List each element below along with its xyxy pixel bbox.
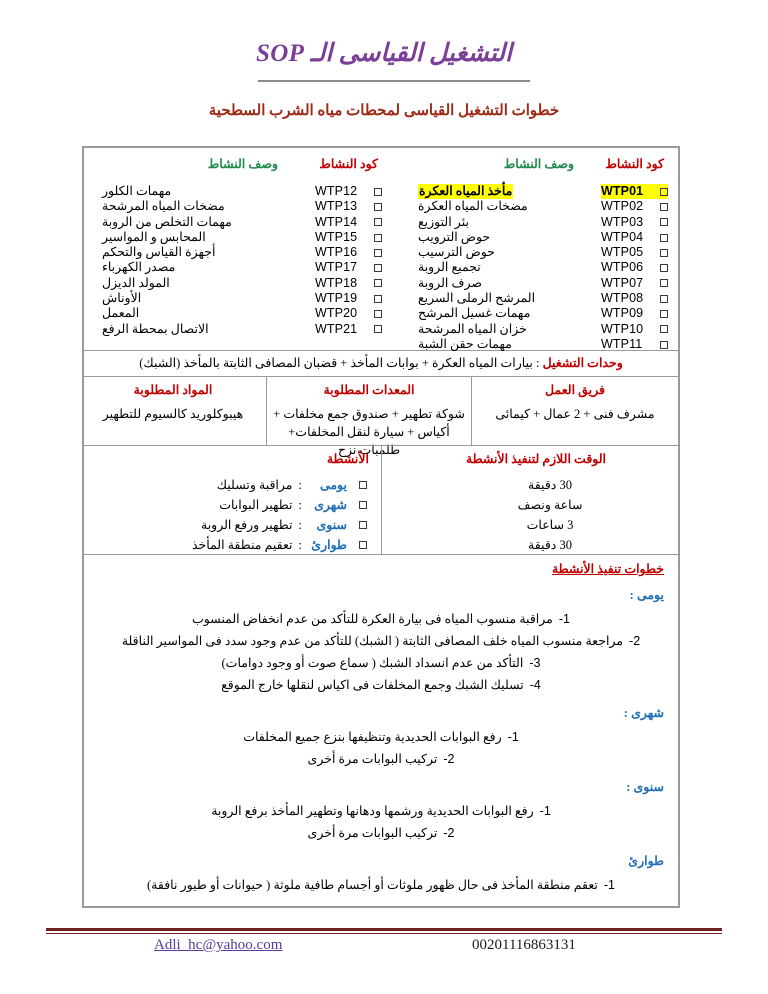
checkbox-icon[interactable] [374,234,382,242]
activity-description-row: أجهزة القياس والتحكم [102,245,216,260]
activity-description-row: مصدر الكهرباء [102,260,176,275]
code-row[interactable] [601,260,668,275]
code-row[interactable] [315,215,382,230]
desc-list-right [418,184,578,352]
step-text: مراقبة منسوب المياه فى بيارة العكرة للتأكد من عدم انخفاض المنسوب [191,612,553,626]
materials-body: هيبوكلوريد كالسيوم للتطهير [102,407,244,421]
activity-code: WTP09 [601,306,644,321]
footer-rule-thick [46,928,722,931]
activity-period-label: شهرى [314,498,347,512]
code-row[interactable] [601,276,668,291]
activity-description-row: مهمات حقن الشبة [418,336,512,351]
execution-steps-title: خطوات تنفيذ الأنشطة [551,562,664,576]
checkbox-icon[interactable] [660,203,668,211]
step-number: 4- [529,678,541,692]
time-cell [382,446,678,554]
steps-period-heading: يومى : [629,588,664,602]
desc-list-left [102,184,282,337]
activity-period-desc: مراقبة وتسليك [216,478,293,492]
activity-period-label: يومى [319,478,347,492]
team-heading: فريق العمل [545,383,605,397]
time-heading: الوقت اللازم لتنفيذ الأنشطة [465,452,607,466]
activity-description-row: حوض الترسيب [418,245,495,260]
footer-email-link[interactable]: Adli_hc@yahoo.com [154,937,283,953]
steps-period-heading: شهرى : [623,706,664,720]
activity-code: WTP03 [601,214,644,229]
checkbox-icon[interactable] [374,188,382,196]
code-row[interactable] [601,199,668,214]
code-row[interactable] [315,276,382,291]
activity-code: WTP02 [601,199,644,214]
activities-list [80,475,381,555]
activity-item[interactable] [80,495,381,515]
operating-units-row [84,350,678,376]
code-row[interactable] [601,230,668,245]
activity-code: WTP14 [315,214,358,229]
code-row[interactable] [601,337,668,352]
activity-code: WTP04 [601,229,644,244]
activity-code: WTP20 [315,306,358,321]
checkbox-icon[interactable] [374,295,382,303]
code-row[interactable] [315,260,382,275]
activity-description-row: حوض الترويب [418,229,491,244]
code-row[interactable] [601,306,668,321]
steps-period-heading: سنوى : [626,780,664,794]
step-line [98,874,664,896]
activity-period-label: سنوى [316,518,347,532]
activities-cell [80,446,382,554]
step-line [98,608,664,630]
code-list-right [601,184,668,352]
code-row[interactable] [601,245,668,260]
checkbox-icon[interactable] [660,279,668,287]
code-row[interactable] [315,306,382,321]
activity-code: WTP16 [315,245,358,260]
activity-code: WTP08 [601,291,644,306]
page-title: التشغيل القياسى الـ SOP [256,40,512,67]
checkbox-icon[interactable] [374,325,382,333]
activity-code: WTP01 [601,184,644,198]
activity-description-row: المحابس و المواسير [102,229,206,244]
activity-description-row: تجميع الروبة [418,260,481,275]
activity-code: WTP12 [315,184,358,198]
materials-cell [80,377,267,445]
activity-code: WTP07 [601,275,644,290]
activity-description-row: صرف الروبة [418,275,482,290]
equipment-line-2: أكياس + سيارة لنقل المخلفات+ طلمبات نزح [288,425,450,457]
step-text: التأكد من عدم انسداد الشبك ( سماع صوت أو وجود دوامات) [221,656,524,670]
equipment-line-1: شوكة تطهير + صندوق جمع مخلفات + [273,407,465,421]
checkbox-icon[interactable] [660,325,668,333]
activity-description-row: مضخات المياه المرشحة [102,199,225,214]
activity-code: WTP05 [601,245,644,260]
footer [46,933,722,965]
code-row[interactable] [315,245,382,260]
step-line [98,726,664,748]
activity-description-row: مضخات المياه العكرة [418,199,528,214]
activity-duration: 30 دقيقة [528,538,572,552]
sop-table [82,146,680,908]
code-row[interactable] [315,322,382,337]
activity-colon: : [298,498,302,512]
checkbox-icon[interactable] [359,481,367,489]
activity-code: WTP13 [315,199,358,214]
checkbox-icon[interactable] [359,521,367,529]
step-number: 1- [558,612,570,626]
equipment-cell [267,377,472,457]
activity-description-row: مهمات التخلص من الروبة [102,214,232,229]
activity-period-desc: تطهير ورفع الروبة [201,518,293,532]
team-body: مشرف فنى + 2 عمال + كيمائى [495,407,655,421]
activity-description-row: المرشح الرملى السريع [418,291,536,306]
activity-colon: : [298,518,302,532]
activity-code: WTP15 [315,229,358,244]
step-line [98,674,664,696]
checkbox-icon[interactable] [660,341,668,349]
activity-item[interactable] [80,515,381,535]
team-cell [472,377,678,445]
checkbox-icon[interactable] [374,249,382,257]
steps-groups [98,587,664,896]
step-number: 1- [507,730,519,744]
activity-description-row: الاتصال بمحطة الرفع [102,321,209,336]
step-text: رفع البوابات الحديدية وتنظيفها بنزع جميع المخلفات [243,730,502,744]
activity-item[interactable] [80,535,381,555]
time-list [382,475,678,555]
code-list-left [315,184,382,337]
activity-period-desc: تطهير البوابات [219,498,293,512]
activity-code: WTP21 [315,321,358,336]
step-number: 2- [443,752,455,766]
step-text: مراجعة منسوب المياه خلف المصافى الثابتة ( الشبك) للتأكد من عدم وجود سدد فى المواسير الناقلة [121,634,624,648]
column-header-desc-right: وصف النشاط [503,157,574,171]
steps-period-heading: طوارئ [628,854,664,868]
step-text: تركيب البوابات مرة أخرى [307,752,438,766]
activity-description-row: الأوناش [102,291,142,306]
activity-period-label: طوارئ [311,538,347,552]
step-number: 1- [539,804,551,818]
step-text: تسليك الشبك وجمع المخلفات فى اكياس لنقلها خارج الموقع [221,678,524,692]
code-row[interactable] [601,291,668,306]
code-row[interactable] [601,215,668,230]
checkbox-icon[interactable] [374,264,382,272]
step-number: 2- [443,826,455,840]
activity-colon: : [298,478,302,492]
code-row[interactable] [315,184,382,199]
step-number: 1- [603,878,615,892]
checkbox-icon[interactable] [660,295,668,303]
step-text: تعقم منطقة المأخذ فى حال ظهور ملوثات أو أجسام طافية ملوثة ( حيوانات أو طيور نافقة) [147,878,598,892]
activity-codes-section [84,148,678,350]
activity-description-row: المعمل [102,306,140,321]
code-row[interactable] [601,184,668,199]
activity-code: WTP10 [601,321,644,336]
checkbox-icon[interactable] [374,310,382,318]
step-line [98,748,664,770]
checkbox-icon[interactable] [660,310,668,318]
step-text: تركيب البوابات مرة أخرى [307,826,438,840]
activity-duration: 3 ساعات [526,518,574,532]
code-row[interactable] [315,230,382,245]
activity-code: WTP19 [315,291,358,306]
activity-description-row: مهمات الكلور [102,184,172,198]
execution-steps-section [84,554,678,906]
footer-phone: 00201116863131 [472,937,576,953]
code-row[interactable] [315,291,382,306]
checkbox-icon[interactable] [374,218,382,226]
step-text: رفع البوابات الحديدية ورشمها ودهانها وتطهير المأخذ برفع الروبة [211,804,534,818]
activity-description-row [418,184,578,199]
materials-heading: المواد المطلوبة [133,383,213,397]
step-line [98,630,664,652]
operating-units-value: : بيارات المياه العكرة + بوابات المأخذ + قضبان المصافى الثابتة بالمأخذ (الشبك) [139,356,540,370]
activity-duration: 30 دقيقة [528,478,572,492]
activity-code: WTP11 [601,336,643,351]
column-header-desc-left: وصف النشاط [207,157,278,171]
checkbox-icon[interactable] [359,541,367,549]
checkbox-icon[interactable] [660,234,668,242]
activity-code: WTP17 [315,260,358,275]
activities-heading: الأنشطة [326,452,369,466]
step-line [98,800,664,822]
title-divider [258,80,530,82]
checkbox-icon[interactable] [374,279,382,287]
column-header-code-left: كود النشاط [319,157,378,171]
checkbox-icon[interactable] [660,264,668,272]
activity-description-row: خزان المياه المرشحة [418,321,527,336]
checkbox-icon[interactable] [374,203,382,211]
activity-duration: ساعة ونصف [517,498,583,512]
checkbox-icon[interactable] [359,501,367,509]
operating-units-label: وحدات التشغيل [542,356,623,370]
activities-row [84,445,678,554]
checkbox-icon[interactable] [660,249,668,257]
checkbox-icon[interactable] [660,188,668,196]
activity-description: مأخذ المياه العكرة [419,184,513,198]
column-header-code-right: كود النشاط [605,157,664,171]
activity-description-row: بئر التوزيع [418,214,469,229]
activity-period-desc: تعقيم منطقة المأخذ [191,538,293,552]
code-row[interactable] [315,199,382,214]
equipment-heading: المعدات المطلوبة [323,383,415,397]
activity-code: WTP06 [601,260,644,275]
activity-item[interactable] [80,475,381,495]
checkbox-icon[interactable] [660,218,668,226]
step-number: 2- [629,634,641,648]
step-number: 3- [529,656,541,670]
activity-code: WTP18 [315,275,358,290]
page-subtitle: خطوات التشغيل القياسى لمحطات مياه الشرب السطحية [208,103,560,119]
activity-description-row: المولد الديزل [102,275,170,290]
resources-row [84,376,678,457]
activity-description-row: مهمات غسيل المرشح [418,306,531,321]
step-line [98,652,664,674]
code-row[interactable] [601,322,668,337]
step-line [98,822,664,844]
activity-colon: : [298,538,302,552]
